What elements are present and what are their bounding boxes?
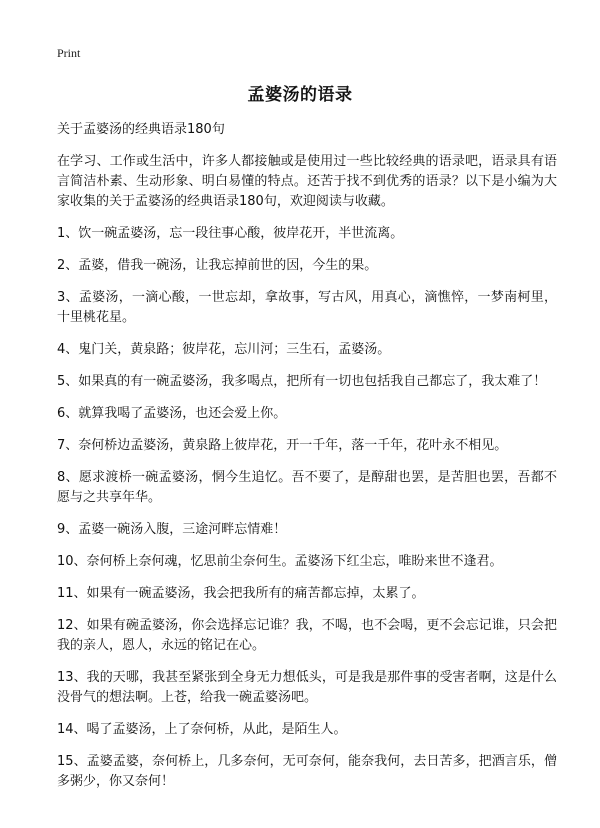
article-subtitle: 关于孟婆汤的经典语录180句 bbox=[57, 122, 225, 137]
print-link[interactable]: Print bbox=[57, 46, 81, 60]
quote-item: 14、喝了孟婆汤，上了奈何桥，从此，是陌生人。 bbox=[57, 722, 347, 737]
article-body bbox=[57, 120, 557, 804]
quote-item: 5、如果真的有一碗孟婆汤，我多喝点，把所有一切也包括我自己都忘了，我太难了！ bbox=[57, 374, 547, 389]
quote-item: 9、孟婆一碗汤入腹，三途河畔忘情难！ bbox=[57, 522, 287, 537]
quote-item: 6、就算我喝了孟婆汤，也还会爱上你。 bbox=[57, 406, 287, 421]
quote-item: 13、我的天哪，我甚至紧张到全身无力想低头，可是我是那件事的受害者啊，这是什么没骨气的想法啊。上苍，给我一碗孟婆汤吧。 bbox=[57, 670, 557, 705]
quote-item: 4、鬼门关，黄泉路；彼岸花，忘川河；三生石，孟婆汤。 bbox=[57, 342, 391, 357]
quote-item: 7、奈何桥边孟婆汤，黄泉路上彼岸花，开一千年，落一千年，花叶永不相见。 bbox=[57, 438, 508, 453]
page-title: 孟婆汤的语录 bbox=[247, 85, 353, 105]
quote-item: 12、如果有碗孟婆汤，你会选择忘记谁？我，不喝，也不会喝，更不会忘记谁，只会把我的亲人，恩人，永远的铭记在心。 bbox=[57, 618, 557, 653]
quote-item: 3、孟婆汤，一滴心酸，一世忘却，拿故事，写古风，用真心，滴憔悴，一梦南柯里，十里桃花星。 bbox=[57, 290, 557, 325]
quote-item: 11、如果有一碗孟婆汤，我会把我所有的痛苦都忘掉，太累了。 bbox=[57, 586, 425, 601]
quote-item: 10、奈何桥上奈何魂，忆思前尘奈何生。孟婆汤下红尘忘，唯盼来世不逢君。 bbox=[57, 554, 503, 569]
quote-item: 8、愿求渡桥一碗孟婆汤，惘今生追忆。吾不要了，是醇甜也罢，是苦胆也罢，吾都不愿与之共享年华。 bbox=[57, 470, 557, 505]
quote-item: 15、孟婆孟婆，奈何桥上，几多奈何，无可奈何，能奈我何，去日苦多，把酒言乐，僧多粥少，你又奈何！ bbox=[57, 754, 557, 789]
article-intro: 在学习、工作或生活中，许多人都接触或是使用过一些比较经典的语录吧，语录具有语言简洁朴素、生动形象、明白易懂的特点。还苦于找不到优秀的语录？以下是小编为大家收集的关于孟婆汤的经典语录180句，欢迎阅读与收藏。 bbox=[57, 154, 557, 209]
quote-item: 2、孟婆，借我一碗汤，让我忘掉前世的因，今生的果。 bbox=[57, 258, 378, 273]
quote-item: 1、饮一碗孟婆汤，忘一段往事心酸，彼岸花开，半世流离。 bbox=[57, 226, 404, 241]
